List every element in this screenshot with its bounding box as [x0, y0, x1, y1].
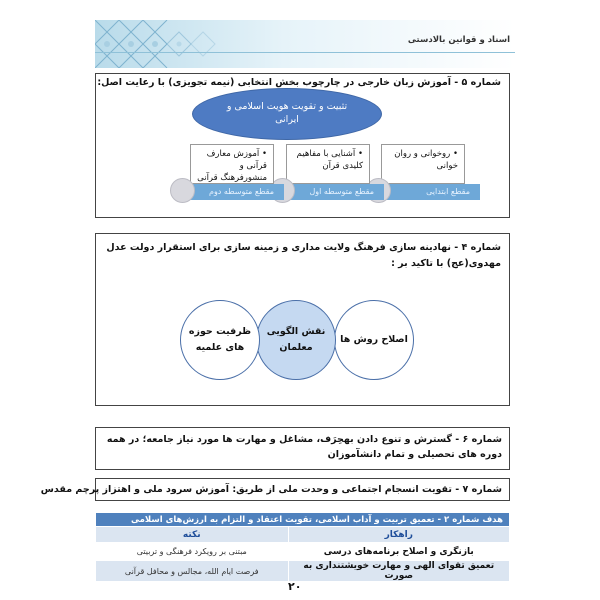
table-row [96, 543, 510, 561]
note-cell: مبتنی بر رویکرد فرهنگی و تربیتی [96, 543, 289, 561]
section-5-box [95, 73, 510, 218]
header-ornament [95, 20, 235, 68]
section-6-box [95, 427, 510, 470]
goal-table [95, 512, 510, 582]
seminary-capacity-circle [180, 300, 260, 380]
middle-school-2-text: آموزش معارف قرآنی و منشورفرهنگ قرآنی [197, 149, 267, 183]
goal-title: هدف شماره ۲ - تعمیق تربیت و آداب اسلامی، تقویت اعتقاد و التزام به ارزش‌های اسلامی [96, 513, 510, 527]
reform-methods-label: اصلاح روش ها [340, 334, 408, 345]
section-4-title: شماره ۴ - نهادینه سازی فرهنگ ولایت مداری و زمینه سازی برای استقرار دولت عدل مهدوی(عج) با تاکید بر : [106, 242, 501, 269]
middle-school-2-box [190, 144, 274, 184]
middle-school-2-circle [170, 178, 195, 203]
table-row [96, 561, 510, 582]
strategy-header: راهکار [288, 527, 509, 543]
elementary-band: مقطع ابتدایی [376, 184, 480, 200]
goal-row [96, 513, 510, 527]
reform-methods-circle [334, 300, 414, 380]
elementary-box [381, 144, 465, 184]
bullet-icon: • [452, 149, 458, 159]
middle-school-1-band: مقطع متوسطه اول [280, 184, 384, 200]
seminary-capacity-label: ظرفیت حوزه های علمیه [188, 326, 252, 353]
middle-school-2-band: مقطع متوسطه دوم [180, 184, 284, 200]
bullet-icon: • [357, 149, 363, 159]
middle-school-1-box [286, 144, 370, 184]
section-6-text: شماره ۶ - گسترش و تنوع دادن بهحِرَف، مشاغل و مهارت ها مورد نیاز جامعه؛ در همه دوره های تحصیلی و تمام دانشآموزان [106, 434, 502, 460]
header-title: اسناد و قوانین بالادستی [407, 35, 510, 45]
identity-ellipse: تثبیت و تقویت هویت اسلامی و ایرانی [192, 88, 382, 140]
middle-school-1-text: آشنایی با مفاهیم کلیدی قرآن [296, 149, 363, 171]
teacher-role-label: نقش الگویی معلمان [266, 326, 326, 353]
table-header-row [96, 527, 510, 543]
strategy-cell: تعمیق تقوای الهی و مهارت خویشتنداری به صورت [288, 561, 509, 582]
section-5-title: شماره ۵ - آموزش زبان خارجی در چارچوب بخش انتخابی (نیمه تجویزی) با رعایت اصل: [97, 77, 501, 88]
note-cell: فرصت ایام الله، مجالس و محافل قرآنی [96, 561, 289, 582]
elementary-text: روخوانی و روان خوانی [394, 149, 458, 171]
section-4-box [95, 233, 510, 406]
bullet-icon: • [261, 149, 267, 159]
page-number: ۲۰ [288, 580, 302, 593]
strategy-cell: بازنگری و اصلاح برنامه‌های درسی [288, 543, 509, 561]
section-7-box [40, 478, 510, 501]
teacher-role-circle [256, 300, 336, 380]
header-divider [95, 52, 515, 53]
note-header: نکته [96, 527, 289, 543]
section-7-text: شماره ۷ - تقویت انسجام اجتماعی و وحدت ملی از طریق: آموزش سرود ملی و اهتزاز پرچم مقدس [40, 484, 502, 495]
